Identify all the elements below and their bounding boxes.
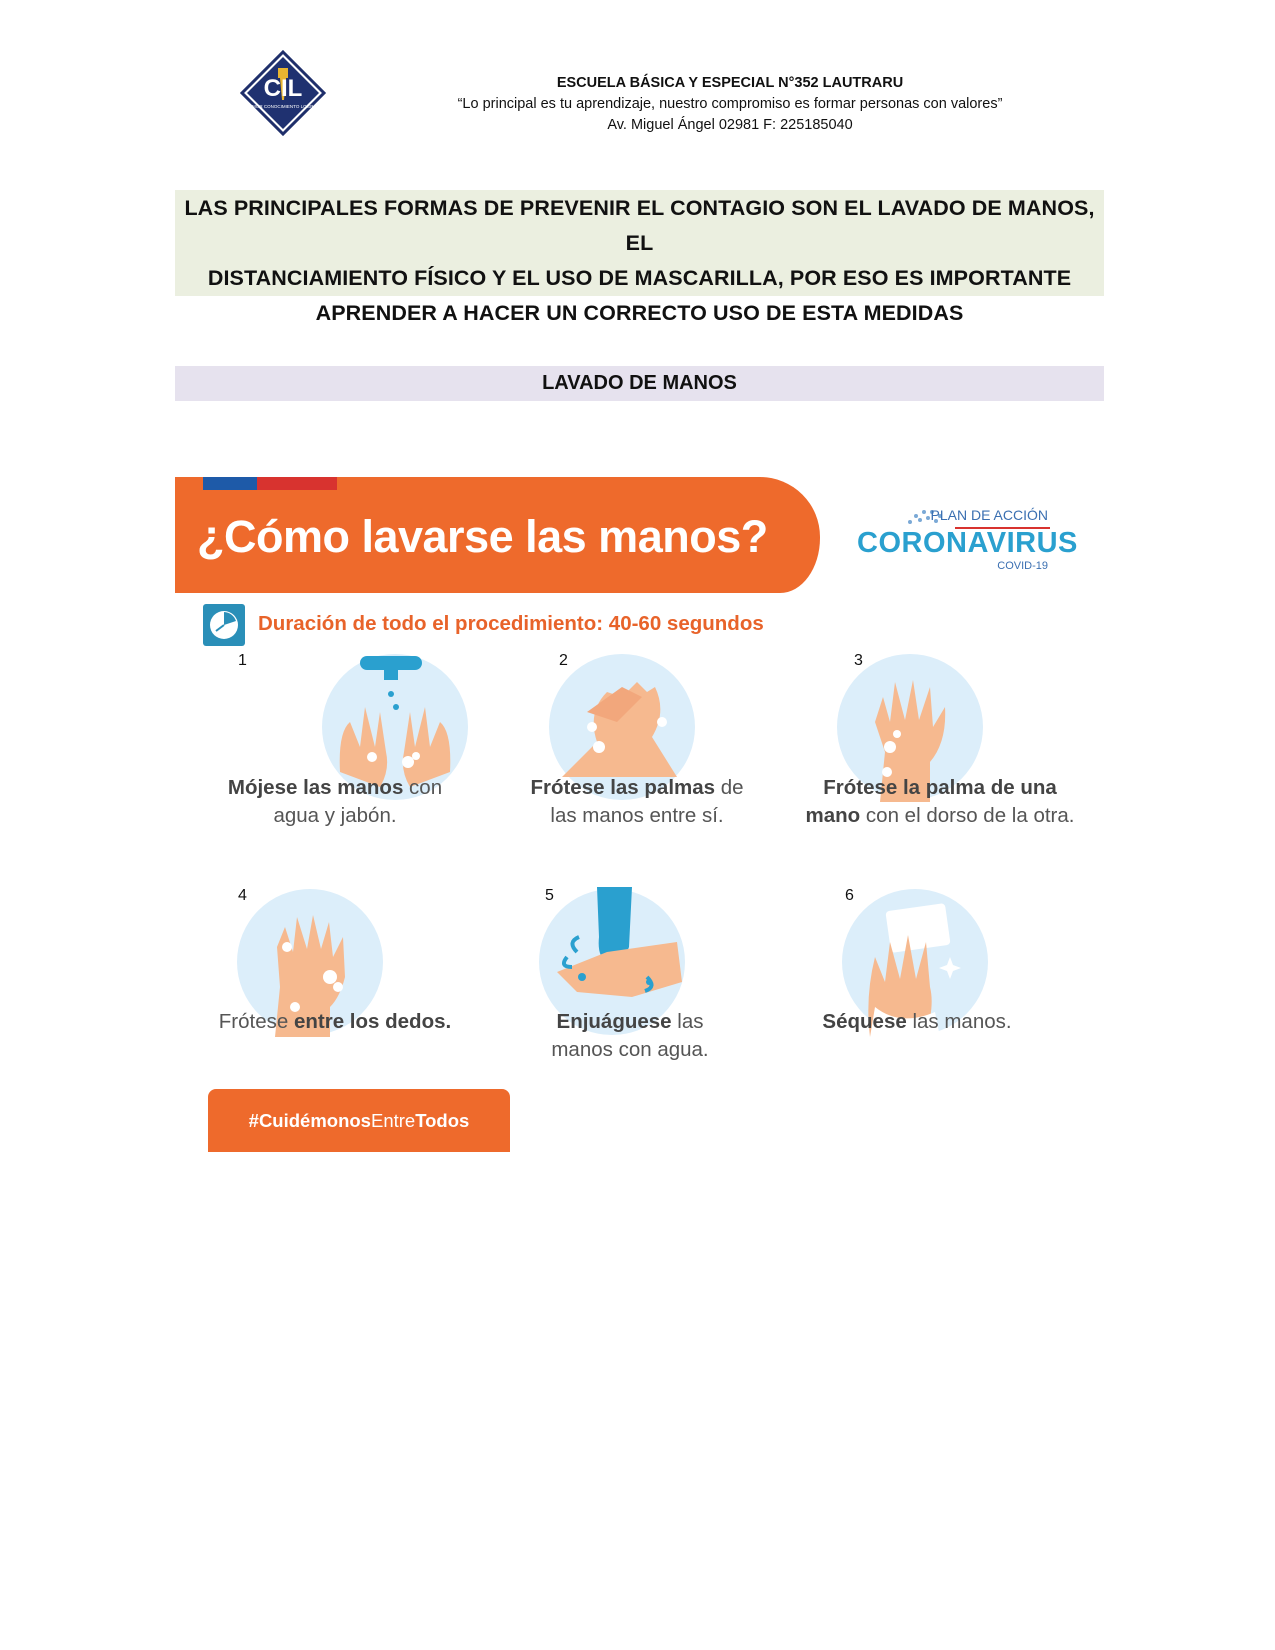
step-4-badge: 4 [238, 887, 247, 904]
intro-line-1: LAS PRINCIPALES FORMAS DE PREVENIR EL CONTAGIO SON EL LAVADO DE MANOS, EL [184, 196, 1095, 255]
section-title: LAVADO DE MANOS [175, 366, 1104, 401]
intro-line-2: DISTANCIAMIENTO FÍSICO Y EL USO DE MASCARILLA, POR ESO ES IMPORTANTE [207, 266, 1072, 290]
logo-motto: AMOR CONOCIMIENTO LOGRO [249, 104, 317, 109]
plan-sub: COVID-19 [997, 560, 1048, 572]
step-1-caption: Mójese las manos con agua y jabón. [227, 776, 443, 827]
step-6-caption: Séquese las manos. [822, 1010, 1012, 1033]
clock-icon [203, 604, 245, 646]
school-header [430, 73, 1030, 136]
step-3-caption: Frótese la palma de una mano con el dorso de la otra. [805, 776, 1075, 827]
step-3-badge: 3 [854, 652, 863, 669]
school-logo [240, 50, 326, 136]
duration-text: Duración de todo el procedimiento: 40-60 segundos [258, 612, 764, 635]
handwashing-infographic [175, 477, 1104, 1152]
step-4-caption: Frótese entre los dedos. [218, 1010, 452, 1033]
step-1-badge: 1 [238, 652, 247, 669]
infographic-title: ¿Cómo lavarse las manos? [197, 511, 768, 562]
flag-stripe [203, 477, 337, 490]
hashtag-banner: #CuidémonosEntreTodos [208, 1089, 510, 1152]
step-5-caption: Enjuáguese las manos con agua. [551, 1010, 709, 1061]
plan-logo [855, 507, 1078, 577]
logo-text: CIL [263, 75, 303, 102]
step-5-badge: 5 [545, 887, 554, 904]
step-2-caption: Frótese las palmas de las manos entre sí. [530, 776, 744, 827]
school-address: Av. Miguel Ángel 02981 F: 225185040 [607, 117, 853, 133]
step-2-badge: 2 [559, 652, 568, 669]
step-6-badge: 6 [845, 887, 854, 904]
intro-line-3: APRENDER A HACER UN CORRECTO USO DE ESTA MEDIDAS [315, 301, 964, 325]
intro-banner [175, 190, 1104, 325]
school-motto: “Lo principal es tu aprendizaje, nuestro compromiso es formar personas con valores” [457, 96, 1003, 112]
plan-main: CORONAVIRUS [857, 527, 1078, 559]
school-name: ESCUELA BÁSICA Y ESPECIAL N°352 LAUTRARU [556, 75, 904, 91]
plan-label: PLAN DE ACCIÓN [930, 507, 1048, 523]
